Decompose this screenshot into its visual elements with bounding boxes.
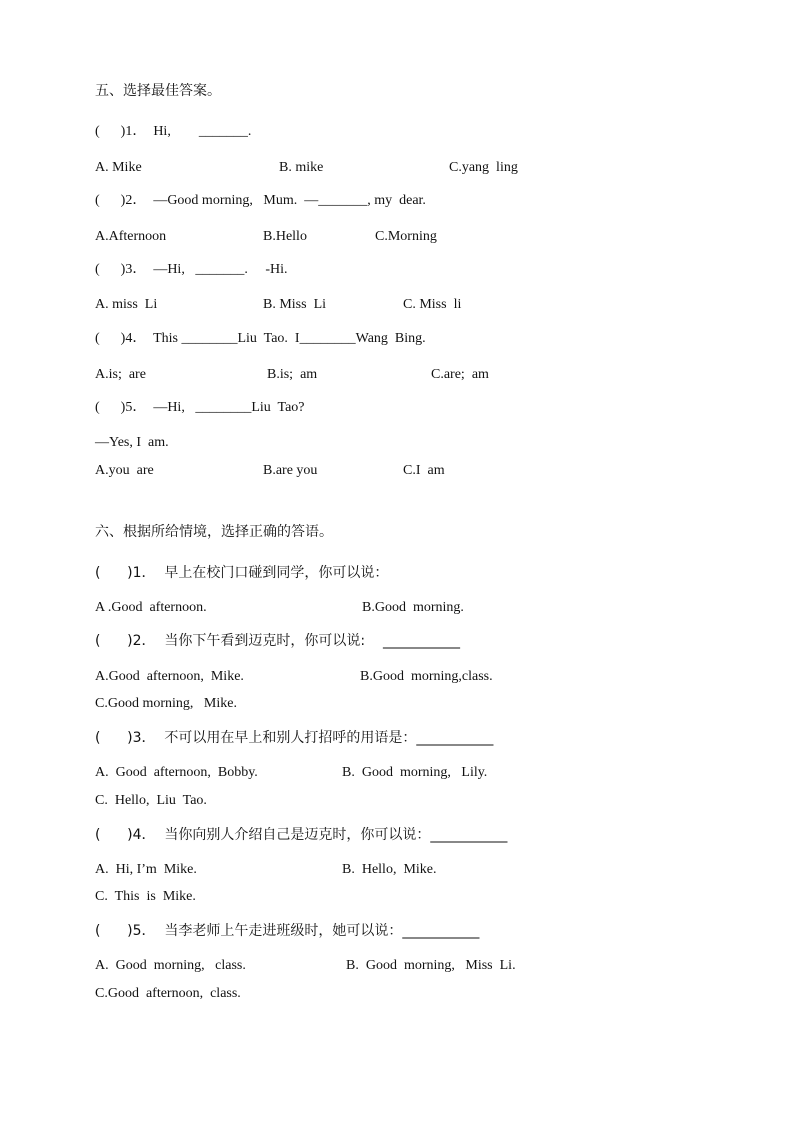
s6-q2-option-a: A.Good afternoon, Mike. — [95, 669, 244, 684]
s5-q2-option-c: C.Morning — [375, 229, 437, 244]
s6-q2-stem: ( )2． 当你下午看到迈克时，你可以说: ___________ — [95, 633, 460, 649]
s5-q5-answer-line: —Yes, I am. — [95, 435, 169, 450]
section6-title: 六、根据所给情境，选择正确的答语。 — [95, 524, 333, 540]
s6-q4-option-b: B. Hello, Mike. — [342, 862, 437, 877]
s5-q5-option-a: A.you are — [95, 463, 154, 478]
s5-q2-option-a: A.Afternoon — [95, 229, 167, 244]
s6-q3-option-b: B. Good morning, Lily. — [342, 765, 488, 780]
s5-q2-option-b: B.Hello — [263, 229, 307, 244]
s6-q5-stem: ( )5． 当李老师上午走进班级时，她可以说：___________ — [95, 923, 480, 939]
s5-q5-option-b: B.are you — [263, 463, 318, 478]
s5-q4-stem: ( )4． This ________Liu Tao. I________Wang Bing. — [95, 331, 426, 346]
s5-q1-option-c: C.yang ling — [449, 160, 518, 175]
s6-q2-option-c: C.Good morning, Mike. — [95, 696, 237, 711]
s6-q4-stem: ( )4． 当你向别人介绍自己是迈克时，你可以说：___________ — [95, 827, 508, 843]
s6-q3-option-a: A. Good afternoon, Bobby. — [95, 765, 258, 780]
s6-q1-option-a: A .Good afternoon. — [95, 600, 207, 615]
s6-q3-stem: ( )3． 不可以用在早上和别人打招呼的用语是：___________ — [95, 730, 494, 746]
section5-title: 五、选择最佳答案。 — [95, 83, 221, 99]
s5-q1-stem: ( )1． Hi, _______. — [95, 124, 252, 139]
s5-q1-option-b: B. mike — [279, 160, 324, 175]
s5-q4-option-b: B.is; am — [267, 367, 318, 382]
s6-q5-option-a: A. Good morning, class. — [95, 958, 246, 973]
s5-q3-option-a: A. miss Li — [95, 297, 158, 312]
s5-q4-option-a: A.is; are — [95, 367, 146, 382]
s5-q2-stem: ( )2． —Good morning, Mum. —_______, my dear. — [95, 193, 426, 208]
s6-q5-option-c: C.Good afternoon, class. — [95, 986, 241, 1001]
s5-q5-option-c: C.I am — [403, 463, 445, 478]
s6-q4-option-c: C. This is Mike. — [95, 889, 196, 904]
s6-q1-stem: ( )1． 早上在校门口碰到同学，你可以说： — [95, 565, 389, 581]
s5-q1-option-a: A. Mike — [95, 160, 142, 175]
s6-q2-option-b: B.Good morning,class. — [360, 669, 493, 684]
s5-q5-stem: ( )5． —Hi, ________Liu Tao? — [95, 400, 305, 415]
s5-q4-option-c: C.are; am — [431, 367, 489, 382]
s5-q3-stem: ( )3． —Hi, _______. -Hi. — [95, 262, 288, 277]
s5-q3-option-b: B. Miss Li — [263, 297, 327, 312]
s6-q1-option-b: B.Good morning. — [362, 600, 464, 615]
s6-q3-option-c: C. Hello, Liu Tao. — [95, 793, 207, 808]
s5-q3-option-c: C. Miss li — [403, 297, 462, 312]
s6-q5-option-b: B. Good morning, Miss Li. — [346, 958, 516, 973]
s6-q4-option-a: A. Hi, I’m Mike. — [95, 862, 197, 877]
